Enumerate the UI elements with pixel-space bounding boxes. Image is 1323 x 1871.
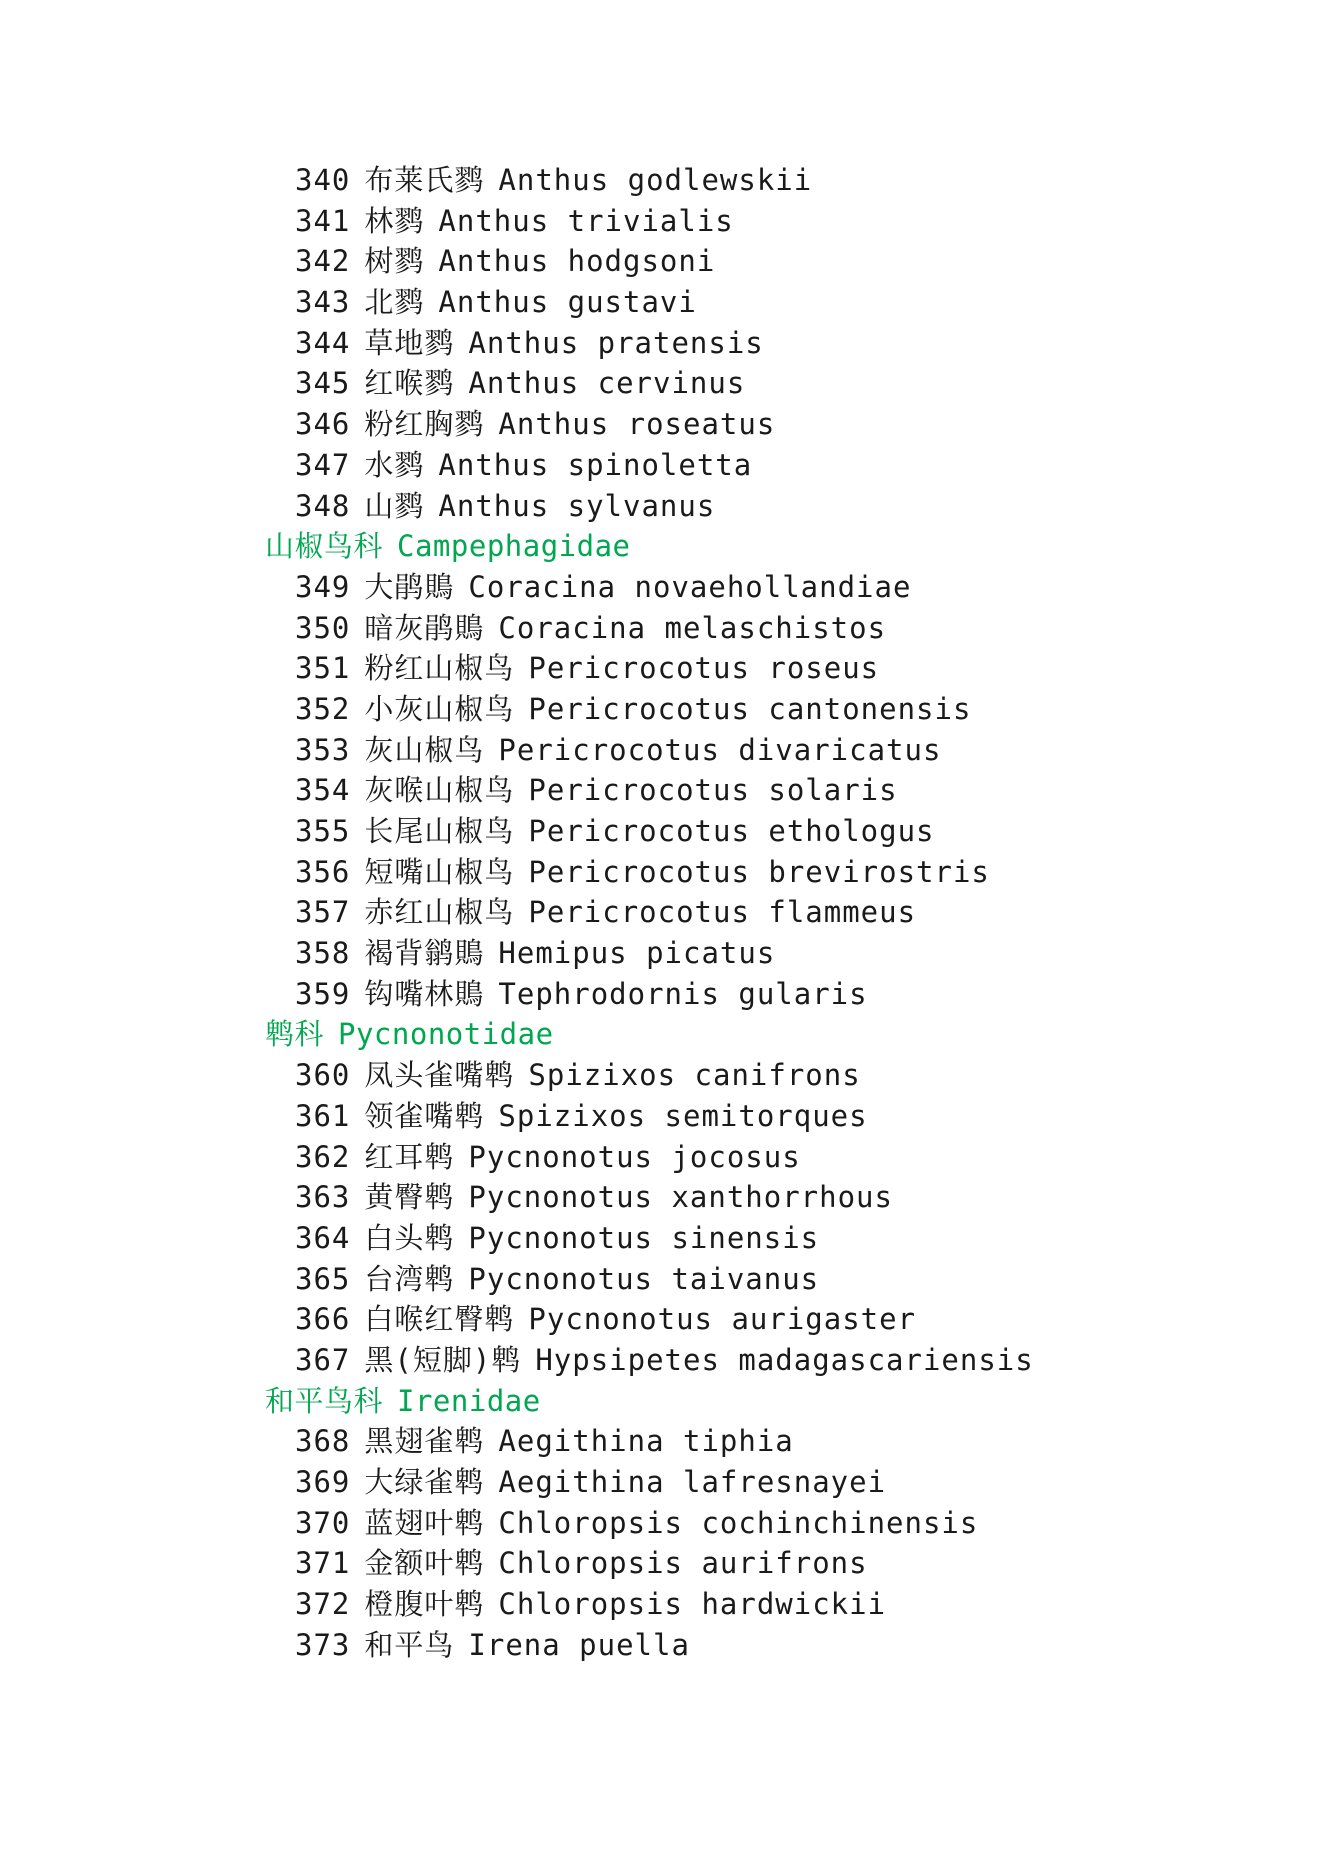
species-row	[265, 323, 1265, 364]
species-number: 344	[295, 325, 351, 360]
species-row	[265, 933, 1265, 974]
species-row	[265, 1299, 1265, 1340]
species-chinese-name: 白喉红臀鹎	[364, 1302, 515, 1337]
species-latin-name: Coracina melaschistos	[498, 610, 887, 645]
species-latin-name: Anthus roseatus	[498, 407, 776, 442]
species-row	[265, 1543, 1265, 1584]
species-latin-name: Chloropsis hardwickii	[498, 1587, 887, 1622]
species-chinese-name: 褐背鹟鵙	[364, 936, 485, 971]
species-chinese-name: 长尾山椒鸟	[364, 814, 515, 848]
species-row	[265, 770, 1265, 811]
species-number: 349	[295, 569, 351, 604]
species-number: 363	[295, 1180, 351, 1215]
species-row	[265, 648, 1265, 689]
species-latin-name: Pericrocotus flammeus	[528, 895, 917, 930]
species-chinese-name: 台湾鹎	[364, 1261, 455, 1296]
species-row	[265, 811, 1265, 852]
family-heading	[265, 1014, 1265, 1055]
species-row	[265, 363, 1265, 404]
species-latin-name: Anthus pratensis	[468, 325, 764, 360]
species-number: 371	[295, 1546, 351, 1581]
family-heading	[265, 526, 1265, 567]
species-number: 343	[295, 285, 351, 320]
species-latin-name: Aegithina tiphia	[498, 1424, 794, 1459]
species-number: 372	[295, 1587, 351, 1622]
species-number: 355	[295, 814, 351, 848]
species-latin-name: Chloropsis cochinchinensis	[498, 1505, 979, 1540]
species-chinese-name: 钩嘴林鵙	[364, 976, 485, 1011]
species-row	[265, 1177, 1265, 1218]
species-chinese-name: 暗灰鹃鵙	[364, 610, 485, 645]
species-chinese-name: 赤红山椒鸟	[364, 895, 515, 930]
species-chinese-name: 粉红胸鹨	[364, 407, 485, 442]
species-number: 367	[295, 1342, 351, 1377]
species-chinese-name: 灰山椒鸟	[364, 732, 485, 767]
family-latin-name: Pycnonotidae	[338, 1017, 554, 1052]
species-chinese-name: 橙腹叶鹎	[364, 1587, 485, 1622]
species-row	[265, 567, 1265, 608]
species-chinese-name: 北鹨	[364, 285, 425, 320]
species-latin-name: Anthus gustavi	[438, 285, 697, 320]
species-row	[265, 1096, 1265, 1137]
species-chinese-name: 红喉鹨	[364, 366, 455, 401]
species-row	[265, 1462, 1265, 1503]
species-chinese-name: 黄臀鹎	[364, 1180, 455, 1215]
species-row	[265, 1218, 1265, 1259]
species-latin-name: Anthus sylvanus	[438, 488, 716, 523]
species-chinese-name: 黑翅雀鹎	[364, 1424, 485, 1459]
species-number: 357	[295, 895, 351, 930]
species-latin-name: Hemipus picatus	[498, 936, 776, 971]
species-number: 361	[295, 1098, 351, 1133]
species-row	[265, 608, 1265, 649]
species-chinese-name: 蓝翅叶鹎	[364, 1505, 485, 1540]
species-latin-name: Pericrocotus roseus	[528, 651, 880, 686]
species-row	[265, 892, 1265, 933]
species-row	[265, 201, 1265, 242]
species-latin-name: Anthus spinoletta	[438, 447, 753, 482]
species-latin-name: Pericrocotus solaris	[528, 773, 898, 808]
species-number: 352	[295, 691, 351, 726]
species-latin-name: Anthus trivialis	[438, 203, 734, 238]
species-latin-name: Anthus hodgsoni	[438, 244, 716, 279]
species-latin-name: Spizixos canifrons	[528, 1058, 861, 1093]
species-chinese-name: 黑(短脚)鹎	[364, 1342, 522, 1377]
species-chinese-name: 凤头雀嘴鹎	[364, 1058, 515, 1093]
species-checklist	[265, 160, 1265, 1665]
species-row	[265, 1503, 1265, 1544]
species-chinese-name: 林鹨	[364, 203, 425, 238]
species-number: 358	[295, 936, 351, 971]
species-latin-name: Hypsipetes madagascariensis	[535, 1342, 1034, 1377]
species-row	[265, 1584, 1265, 1625]
species-chinese-name: 山鹨	[364, 488, 425, 523]
species-row	[265, 689, 1265, 730]
species-row	[265, 730, 1265, 771]
species-number: 354	[295, 773, 351, 808]
species-latin-name: Chloropsis aurifrons	[498, 1546, 868, 1581]
species-latin-name: Pericrocotus divaricatus	[498, 732, 942, 767]
species-chinese-name: 大鹃鵙	[364, 569, 455, 604]
species-row	[265, 445, 1265, 486]
species-row	[265, 1421, 1265, 1462]
species-chinese-name: 树鹨	[364, 244, 425, 279]
species-chinese-name: 水鹨	[364, 447, 425, 482]
species-number: 341	[295, 203, 351, 238]
species-row	[265, 1340, 1265, 1381]
species-chinese-name: 白头鹎	[364, 1220, 455, 1255]
family-chinese-name: 山椒鸟科	[265, 529, 384, 564]
species-latin-name: Pericrocotus cantonensis	[528, 691, 972, 726]
species-latin-name: Pericrocotus brevirostris	[528, 854, 990, 889]
species-latin-name: Anthus cervinus	[468, 366, 746, 401]
family-latin-name: Irenidae	[397, 1383, 541, 1418]
species-latin-name: Coracina novaehollandiae	[468, 569, 912, 604]
species-row	[265, 1259, 1265, 1300]
species-row	[265, 1055, 1265, 1096]
species-number: 370	[295, 1505, 351, 1540]
species-chinese-name: 大绿雀鹎	[364, 1465, 485, 1499]
species-row	[265, 974, 1265, 1015]
species-chinese-name: 短嘴山椒鸟	[364, 854, 515, 889]
species-latin-name: Irena puella	[468, 1627, 690, 1662]
species-number: 360	[295, 1058, 351, 1093]
species-latin-name: Tephrodornis gularis	[498, 976, 868, 1011]
species-row	[265, 486, 1265, 527]
species-latin-name: Pycnonotus xanthorrhous	[468, 1180, 893, 1215]
species-row	[265, 1137, 1265, 1178]
family-heading	[265, 1381, 1265, 1422]
family-latin-name: Campephagidae	[397, 529, 631, 564]
species-number: 359	[295, 976, 351, 1011]
species-number: 366	[295, 1302, 351, 1337]
species-chinese-name: 布莱氏鹨	[364, 163, 485, 197]
species-number: 346	[295, 407, 351, 442]
species-row	[265, 241, 1265, 282]
species-number: 356	[295, 854, 351, 889]
species-latin-name: Pycnonotus aurigaster	[528, 1302, 917, 1337]
species-chinese-name: 领雀嘴鹎	[364, 1098, 485, 1133]
species-number: 351	[295, 651, 351, 686]
species-latin-name: Pycnonotus taivanus	[468, 1261, 820, 1296]
species-row	[265, 1625, 1265, 1666]
species-latin-name: Pericrocotus ethologus	[528, 814, 935, 848]
species-number: 365	[295, 1261, 351, 1296]
species-number: 347	[295, 447, 351, 482]
family-chinese-name: 和平鸟科	[265, 1383, 384, 1418]
species-row	[265, 852, 1265, 893]
species-number: 368	[295, 1424, 351, 1459]
species-row	[265, 282, 1265, 323]
species-latin-name: Spizixos semitorques	[498, 1098, 868, 1133]
species-number: 364	[295, 1220, 351, 1255]
species-latin-name: Anthus godlewskii	[498, 163, 813, 197]
species-chinese-name: 小灰山椒鸟	[364, 691, 515, 726]
species-number: 350	[295, 610, 351, 645]
species-row	[265, 404, 1265, 445]
species-number: 340	[295, 163, 351, 197]
species-number: 373	[295, 1627, 351, 1662]
species-latin-name: Pycnonotus jocosus	[468, 1139, 801, 1174]
species-chinese-name: 红耳鹎	[364, 1139, 455, 1174]
species-number: 353	[295, 732, 351, 767]
species-chinese-name: 灰喉山椒鸟	[364, 773, 515, 808]
species-chinese-name: 草地鹨	[364, 325, 455, 360]
species-number: 348	[295, 488, 351, 523]
species-number: 369	[295, 1465, 351, 1499]
species-latin-name: Aegithina lafresnayei	[498, 1465, 887, 1499]
family-chinese-name: 鹎科	[265, 1017, 325, 1052]
species-number: 342	[295, 244, 351, 279]
species-number: 362	[295, 1139, 351, 1174]
species-latin-name: Pycnonotus sinensis	[468, 1220, 820, 1255]
species-chinese-name: 金额叶鹎	[364, 1546, 485, 1581]
species-number: 345	[295, 366, 351, 401]
species-chinese-name: 粉红山椒鸟	[364, 651, 515, 686]
species-row	[265, 160, 1265, 201]
species-chinese-name: 和平鸟	[364, 1627, 455, 1662]
